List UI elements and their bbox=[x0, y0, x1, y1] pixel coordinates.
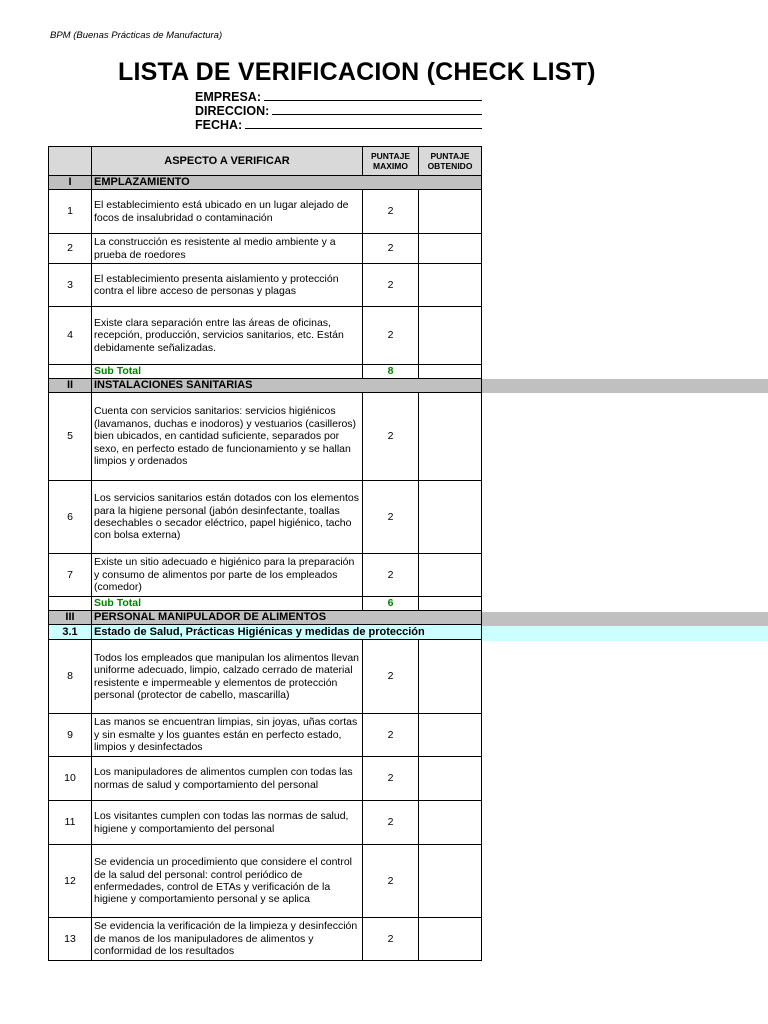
item-text: El establecimiento está ubicado en un lugar alejado de focos de insalubridad o contaminación bbox=[92, 190, 363, 234]
table-row bbox=[49, 234, 482, 264]
subtotal-score-cell[interactable] bbox=[419, 365, 482, 379]
table-row bbox=[49, 757, 482, 801]
table-row bbox=[49, 845, 482, 918]
item-num: 2 bbox=[49, 234, 92, 264]
item-score-cell[interactable] bbox=[419, 640, 482, 714]
section-num: III bbox=[49, 611, 92, 625]
header-aspecto: ASPECTO A VERIFICAR bbox=[92, 147, 363, 176]
item-max: 2 bbox=[363, 190, 419, 234]
item-num: 11 bbox=[49, 801, 92, 845]
table-row bbox=[49, 481, 482, 554]
item-num: 4 bbox=[49, 307, 92, 365]
item-max: 2 bbox=[363, 714, 419, 757]
subtotal-label: Sub Total bbox=[92, 597, 363, 611]
section-num: II bbox=[49, 379, 92, 393]
table-row bbox=[49, 307, 482, 365]
item-max: 2 bbox=[363, 264, 419, 307]
fecha-line bbox=[245, 118, 482, 129]
checklist-table bbox=[48, 146, 482, 961]
item-score-cell[interactable] bbox=[419, 481, 482, 554]
table-row bbox=[49, 801, 482, 845]
section-title: INSTALACIONES SANITARIAS bbox=[92, 379, 482, 393]
item-text: Los servicios sanitarios están dotados con los elementos para la higiene personal (jabón desinfectante, toallas desechables o secador eléctrico, papel higiénico, tacho con bolsa externa) bbox=[92, 481, 363, 554]
item-num: 9 bbox=[49, 714, 92, 757]
table-row bbox=[49, 190, 482, 234]
item-max: 2 bbox=[363, 393, 419, 481]
item-max: 2 bbox=[363, 757, 419, 801]
subsection-row bbox=[49, 625, 482, 640]
empresa-field[interactable] bbox=[195, 90, 482, 104]
table-row bbox=[49, 640, 482, 714]
fecha-field[interactable] bbox=[195, 118, 482, 132]
item-max: 2 bbox=[363, 845, 419, 918]
item-num: 10 bbox=[49, 757, 92, 801]
item-text: Las manos se encuentran limpias, sin joyas, uñas cortas y sin esmalte y los guantes están en perfecto estado, limpios y desinfectados bbox=[92, 714, 363, 757]
item-text: Cuenta con servicios sanitarios: servicios higiénicos (lavamanos, duchas e inodoros) y vestuarios (casilleros) bien ubicados, en cantidad suficiente, separados por sexo, en perfecto estado de funcionamiento y se hallan limpios y ordenados bbox=[92, 393, 363, 481]
item-text: La construcción es resistente al medio ambiente y a prueba de roedores bbox=[92, 234, 363, 264]
item-max: 2 bbox=[363, 307, 419, 365]
header-obtenido: PUNTAJE OBTENIDO bbox=[419, 147, 482, 176]
item-text: Se evidencia la verificación de la limpieza y desinfección de manos de los manipuladores de alimentos y conformidad de los resultados bbox=[92, 918, 363, 961]
item-num: 6 bbox=[49, 481, 92, 554]
item-text: Existe un sitio adecuado e higiénico para la preparación y consumo de alimentos por parte de los empleados (comedor) bbox=[92, 554, 363, 597]
item-score-cell[interactable] bbox=[419, 190, 482, 234]
subtotal-num-cell bbox=[49, 597, 92, 611]
item-score-cell[interactable] bbox=[419, 307, 482, 365]
direccion-line bbox=[272, 104, 482, 115]
item-score-cell[interactable] bbox=[419, 234, 482, 264]
item-score-cell[interactable] bbox=[419, 393, 482, 481]
subtotal-label: Sub Total bbox=[92, 365, 363, 379]
section-title: PERSONAL MANIPULADOR DE ALIMENTOS bbox=[92, 611, 482, 625]
section-title: EMPLAZAMIENTO bbox=[92, 176, 482, 190]
item-score-cell[interactable] bbox=[419, 757, 482, 801]
page-title: LISTA DE VERIFICACION (CHECK LIST) bbox=[118, 58, 596, 86]
item-score-cell[interactable] bbox=[419, 264, 482, 307]
item-score-cell[interactable] bbox=[419, 801, 482, 845]
table-row bbox=[49, 393, 482, 481]
subtotal-value: 8 bbox=[363, 365, 419, 379]
empresa-line bbox=[264, 90, 482, 101]
item-max: 2 bbox=[363, 234, 419, 264]
item-text: Los manipuladores de alimentos cumplen con todas las normas de salud y comportamiento del personal bbox=[92, 757, 363, 801]
item-num: 3 bbox=[49, 264, 92, 307]
item-score-cell[interactable] bbox=[419, 554, 482, 597]
header-num-cell bbox=[49, 147, 92, 176]
item-max: 2 bbox=[363, 918, 419, 961]
table-row bbox=[49, 918, 482, 961]
section-band-iii bbox=[481, 612, 768, 626]
item-text: Se evidencia un procedimiento que considere el control de la salud del personal: control periódico de enfermedades, control de ETAs y verificación de la higiene y comportamiento personal y se aplica bbox=[92, 845, 363, 918]
section-row bbox=[49, 176, 482, 190]
subtotal-score-cell[interactable] bbox=[419, 597, 482, 611]
direccion-label: DIRECCION: bbox=[195, 104, 270, 118]
subsection-band-3-1 bbox=[481, 626, 768, 641]
empresa-label: EMPRESA: bbox=[195, 90, 261, 104]
table-header-row bbox=[49, 147, 482, 176]
header-maximo: PUNTAJE MAXIMO bbox=[363, 147, 419, 176]
section-row bbox=[49, 379, 482, 393]
item-max: 2 bbox=[363, 640, 419, 714]
item-score-cell[interactable] bbox=[419, 714, 482, 757]
subtotal-row bbox=[49, 597, 482, 611]
section-band-ii bbox=[481, 379, 768, 393]
subsection-num: 3.1 bbox=[49, 625, 92, 640]
subtotal-value: 6 bbox=[363, 597, 419, 611]
direccion-field[interactable] bbox=[195, 104, 482, 118]
item-text: El establecimiento presenta aislamiento y protección contra el libre acceso de personas y plagas bbox=[92, 264, 363, 307]
item-score-cell[interactable] bbox=[419, 845, 482, 918]
item-num: 12 bbox=[49, 845, 92, 918]
item-score-cell[interactable] bbox=[419, 918, 482, 961]
item-num: 7 bbox=[49, 554, 92, 597]
header-note: BPM (Buenas Prácticas de Manufactura) bbox=[50, 30, 223, 41]
fecha-label: FECHA: bbox=[195, 118, 243, 132]
section-row bbox=[49, 611, 482, 625]
item-num: 5 bbox=[49, 393, 92, 481]
section-num: I bbox=[49, 176, 92, 190]
table-row bbox=[49, 264, 482, 307]
item-max: 2 bbox=[363, 481, 419, 554]
subtotal-num-cell bbox=[49, 365, 92, 379]
subtotal-row bbox=[49, 365, 482, 379]
item-num: 1 bbox=[49, 190, 92, 234]
item-text: Todos los empleados que manipulan los alimentos llevan uniforme adecuado, limpio, calzado cerrado de material resistente e impermeable y elementos de protección personal (protector de cabello, mascarilla) bbox=[92, 640, 363, 714]
table-row bbox=[49, 714, 482, 757]
table-row bbox=[49, 554, 482, 597]
item-max: 2 bbox=[363, 554, 419, 597]
item-max: 2 bbox=[363, 801, 419, 845]
subsection-title: Estado de Salud, Prácticas Higiénicas y medidas de protección bbox=[92, 625, 482, 640]
item-num: 13 bbox=[49, 918, 92, 961]
item-text: Existe clara separación entre las áreas de oficinas, recepción, producción, servicios sanitarios, etc. Están debidamente señalizadas. bbox=[92, 307, 363, 365]
item-text: Los visitantes cumplen con todas las normas de salud, higiene y comportamiento del personal bbox=[92, 801, 363, 845]
item-num: 8 bbox=[49, 640, 92, 714]
